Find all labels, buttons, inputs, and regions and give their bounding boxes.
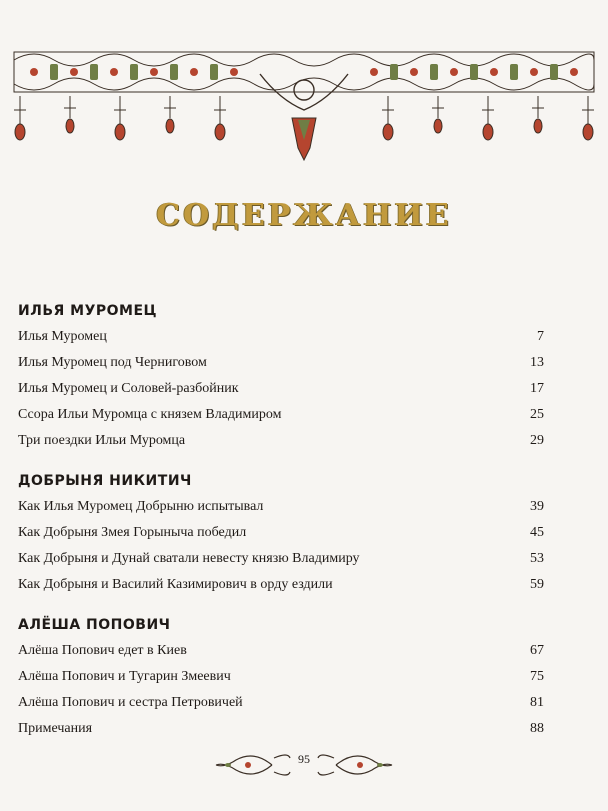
- toc-entry[interactable]: [18, 402, 544, 428]
- entry-page: 75: [530, 669, 544, 684]
- entry-title: Примечания: [18, 721, 93, 736]
- toc-entry[interactable]: [18, 324, 544, 350]
- entry-page: 59: [530, 577, 544, 592]
- entry-title: Алёша Попович едет в Киев: [18, 643, 187, 658]
- entry-page: 88: [530, 721, 544, 736]
- section-heading: ДОБРЫНЯ НИКИТИЧ: [18, 473, 192, 489]
- toc-entry[interactable]: [18, 572, 544, 598]
- toc-entry[interactable]: [18, 350, 544, 376]
- entry-page: 17: [530, 381, 544, 396]
- entry-page: 39: [530, 499, 544, 514]
- section-heading: ИЛЬЯ МУРОМЕЦ: [18, 303, 158, 319]
- section-alesha: [18, 612, 544, 742]
- entry-page: 53: [530, 551, 544, 566]
- entry-title: Три поездки Ильи Муромца: [18, 433, 186, 448]
- toc-entry[interactable]: [18, 494, 544, 520]
- section-dobrynya: [18, 468, 544, 598]
- section-ilya: [18, 298, 544, 454]
- page-number: 95: [298, 752, 310, 766]
- toc-entry[interactable]: [18, 546, 544, 572]
- section-heading: АЛЁША ПОПОВИЧ: [18, 617, 171, 633]
- table-of-contents: [18, 298, 544, 756]
- toc-entry[interactable]: [18, 428, 544, 454]
- entry-title: Илья Муромец под Черниговом: [18, 355, 207, 370]
- entry-page: 29: [530, 433, 544, 448]
- entry-title: Как Илья Муромец Добрыню испытывал: [18, 499, 264, 514]
- entry-title: Илья Муромец: [18, 329, 107, 344]
- entry-title: Как Добрыня и Василий Казимирович в орду ездили: [18, 577, 333, 592]
- entry-title: Илья Муромец и Соловей-разбойник: [18, 381, 239, 396]
- top-ornament: [10, 40, 598, 175]
- entry-page: 7: [537, 329, 544, 344]
- entry-title: Алёша Попович и сестра Петровичей: [18, 695, 243, 710]
- toc-entry[interactable]: [18, 664, 544, 690]
- entry-page: 13: [530, 355, 544, 370]
- entry-page: 45: [530, 525, 544, 540]
- entry-title: Ссора Ильи Муромца с князем Владимиром: [18, 407, 282, 422]
- entry-page: 25: [530, 407, 544, 422]
- entry-title: Как Добрыня Змея Горыныча победил: [18, 525, 247, 540]
- toc-entry[interactable]: [18, 376, 544, 402]
- toc-entry[interactable]: [18, 690, 544, 716]
- toc-entry[interactable]: [18, 638, 544, 664]
- entry-title: Как Добрыня и Дунай сватали невесту князю Владимиру: [18, 551, 360, 566]
- entry-page: 81: [530, 695, 544, 710]
- page-title: СОДЕРЖАНИЕ: [156, 198, 452, 233]
- entry-page: 67: [530, 643, 544, 658]
- toc-entry[interactable]: [18, 520, 544, 546]
- entry-title: Алёша Попович и Тугарин Змеевич: [18, 669, 231, 684]
- toc-entry[interactable]: [18, 716, 544, 742]
